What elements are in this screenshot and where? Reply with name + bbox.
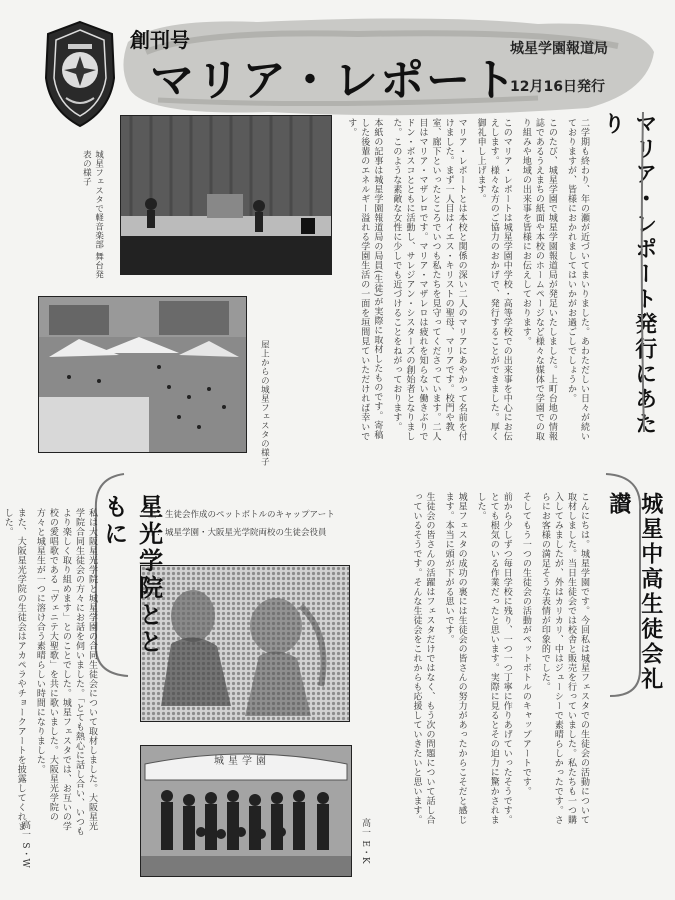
- rooftop-photo-caption: 屋上からの城星フェスタの様子: [259, 340, 270, 466]
- council-paragraph: 城星フェスタの成功の裏には生徒会の皆さんの努力があったからこそだと感じます。本当に頭が下がる思いです。: [443, 492, 467, 825]
- main-paragraph: 二学期も終わり、年の瀬が近づいてまいりました。あわただしい日々が続いておりますが、皆様におかれましてはいかがお過ごしでしょうか。: [565, 118, 589, 441]
- stage-photo: [120, 115, 332, 275]
- newspaper-title: マリア・レポート: [150, 55, 518, 106]
- school-crest-icon: [38, 18, 122, 134]
- council-headline-bracket: [596, 470, 646, 700]
- seiko-article-body: [2, 508, 98, 838]
- council-paragraph: こんにちは。城星学園です。今回私は城星フェスタでの生徒会の活動について取材しました。当日生徒会では校舎と販売を行っていました。私たちも一つ購入してみましたが、外はカリカリ、中はジューシーで素晴らしかったです。さらにお客様の満足そうな表情が印象的でした。: [539, 492, 589, 825]
- council-article-body: [380, 492, 590, 832]
- cap-art-caption-2: 下：城星学園・大阪星光学院両校の生徒会役員: [148, 528, 327, 538]
- cap-art-caption-1: 上：生徒会作成のペットボトルのキャップアート: [148, 510, 335, 520]
- issue-date: 12月16日発行: [510, 79, 605, 95]
- publisher-name: 城星学園報道局: [510, 41, 608, 57]
- main-paragraph: マリア・レポートとは本校と関係の深い二人のマリアにあやかって名前を付けました。まず一人目はイエス・キリストの聖母、マリアです。校門や教室、廊下といったところでいつも私たちを見守ってくださっています。二人目はマリア・マザレロです。マリア・マザレロは疲れを知らない働きぶりでドン・ボスコとともに活動し、サレジアン・シスターズの創始者となりました。このような素敵な女性に少しでも近づけることをねがっております。: [391, 118, 467, 441]
- seiko-paragraph: 私は大阪星光学院と城星学園の合同生徒会について取材しました。大阪星光学院合同生徒会の方々にお話を伺いました。「とても熱心に話し合い、いつもより楽しく取り組めます」とのことでした。城星フェスタでは、お互いの学校の愛唱歌である「ヴェニテ大聖歌」を共に歌いました。大阪星光学院の方々と城星生が一つに溶け合う素晴らしい時間になりました。: [34, 508, 97, 836]
- council-article-headline: 城星中高生徒会礼讃: [605, 492, 663, 692]
- seiko-paragraph: また、大阪星光学院の生徒会はアカペラやチョークアートを披露してくれました。: [2, 508, 26, 831]
- council-paragraph: そしてもう一つの生徒会の活動がペットボトルのキャップアートです。: [520, 492, 531, 796]
- cap-art-photo: [140, 565, 350, 722]
- group-photo-banner-text: 城星学園: [214, 756, 270, 767]
- council-article-credit: 高一 E・K: [360, 818, 371, 865]
- council-paragraph: 生徒会の皆さんの活躍はフェスタだけではなく、もう次の問題について話し合っているそうです。そんな生徒会をこれからも応援していきたいと思います。: [411, 492, 435, 825]
- main-headline-underline: [640, 112, 646, 432]
- main-article-body: [340, 118, 590, 448]
- seiko-article-headline: 星光学院とともに: [99, 494, 163, 656]
- main-paragraph: このたび、城星学園で城星学園報道局が発足いたしました。上町台地の情報誌であるうえまちの紙面や本校のホームページなど様々な媒体で学園での取り組みや地域の出来事を皆様にお伝えしております。: [520, 118, 557, 441]
- issue-label: 創刊号: [130, 28, 190, 52]
- rooftop-photo: [38, 296, 247, 453]
- council-paragraph: 前から少しずつ毎日学校に残り、一つ一つ丁寧に作りあげていったそうです。とても根気のいる作業だったと思います。実際に見るとその迫力に驚かされました。: [475, 492, 512, 825]
- main-paragraph: 本紙の記事は城星学園報道局の局員(生徒)が実際に取材したものです。寄稿した後輩のエネルギー溢れる学園生活の一面を垣間見ていただければ幸いです。: [346, 118, 383, 441]
- main-paragraph: このマリア・レポートは城星学園中学校・高等学校での出来事を中心にお伝えします。様々な方のご協力のおかげで、発行することができました。厚く御礼申し上げます。: [475, 118, 512, 441]
- seiko-article-credit: 高一 S・W: [20, 820, 31, 869]
- stage-photo-caption: 城星フェスタで軽音楽部 舞台発表の様子: [81, 150, 104, 280]
- main-article-headline: マリア・レポート発行にあたり: [599, 112, 657, 437]
